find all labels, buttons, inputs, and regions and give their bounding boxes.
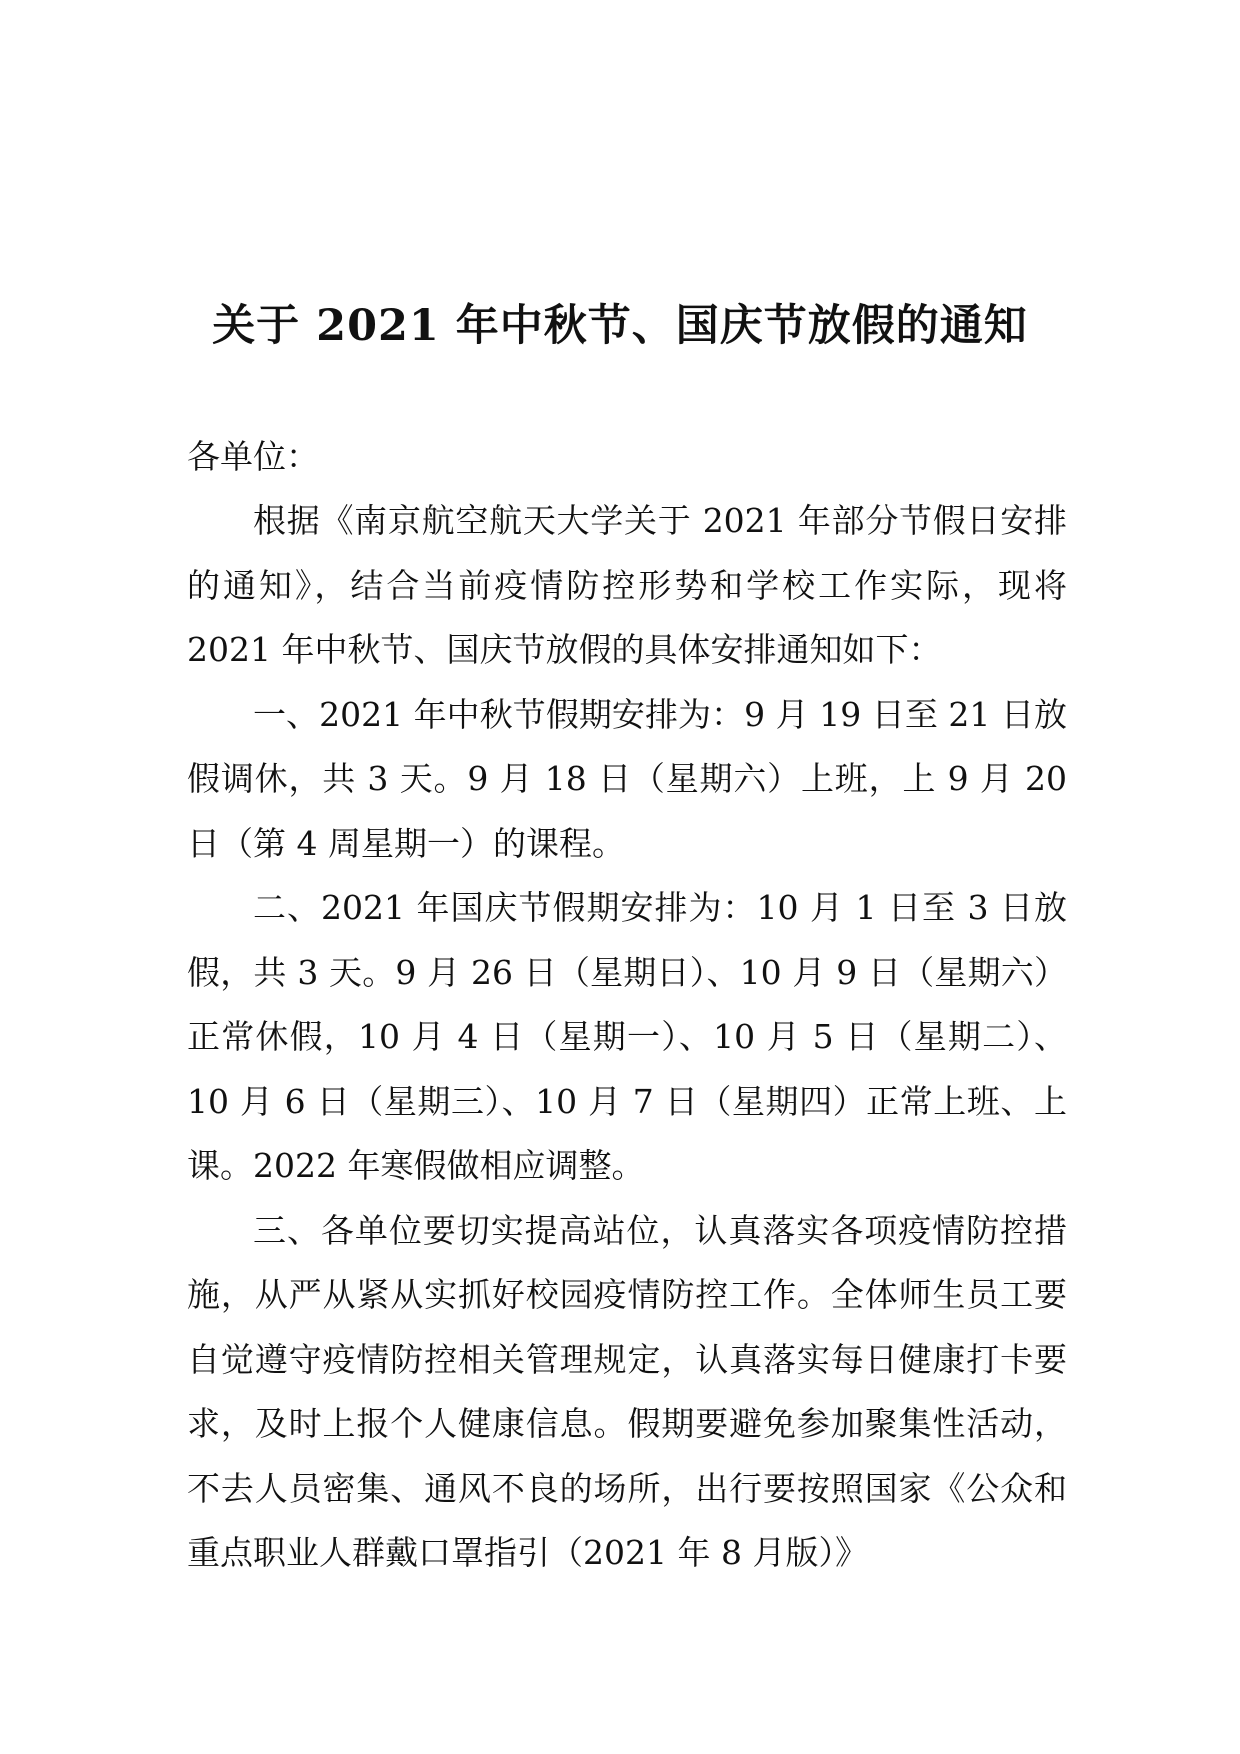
paragraph-mid-autumn: 一、2021 年中秋节假期安排为：9 月 19 日至 21 日放假调休，共 3 天。9 月 18 日（星期六）上班，上 9 月 20 日（第 4 周星期一）的课程。 [187, 694, 1067, 863]
document-title: 关于 2021 年中秋节、国庆节放假的通知 [212, 301, 1028, 351]
paragraph-national-day: 二、2021 年国庆节假期安排为：10 月 1 日至 3 日放假，共 3 天。9 月 26 日（星期日）、10 月 9 日（星期六）正常休假，10 月 4 日（星期一）、10 月 5 日（星期二）、10 月 6 日（星期三）、10 月 7 日（星期四）正常上班、上课。2022 年寒假做相应调整。 [187, 888, 1067, 1185]
document-body [187, 489, 1067, 1586]
salutation: 各单位： [187, 437, 319, 476]
paragraph-intro: 根据《南京航空航天大学关于 2021 年部分节假日安排的通知》，结合当前疫情防控形势和学校工作实际，现将 2021 年中秋节、国庆节放假的具体安排通知如下： [187, 501, 1067, 669]
paragraph-epidemic-prevention: 三、各单位要切实提高站位，认真落实各项疫情防控措施，从严从紧从实抓好校园疫情防控工作。全体师生员工要自觉遵守疫情防控相关管理规定，认真落实每日健康打卡要求，及时上报个人健康信息。假期要避免参加聚集性活动，不去人员密集、通风不良的场所，出行要按照国家《公众和重点职业人群戴口罩指引（2021 年 8 月版）》 [187, 1210, 1067, 1572]
